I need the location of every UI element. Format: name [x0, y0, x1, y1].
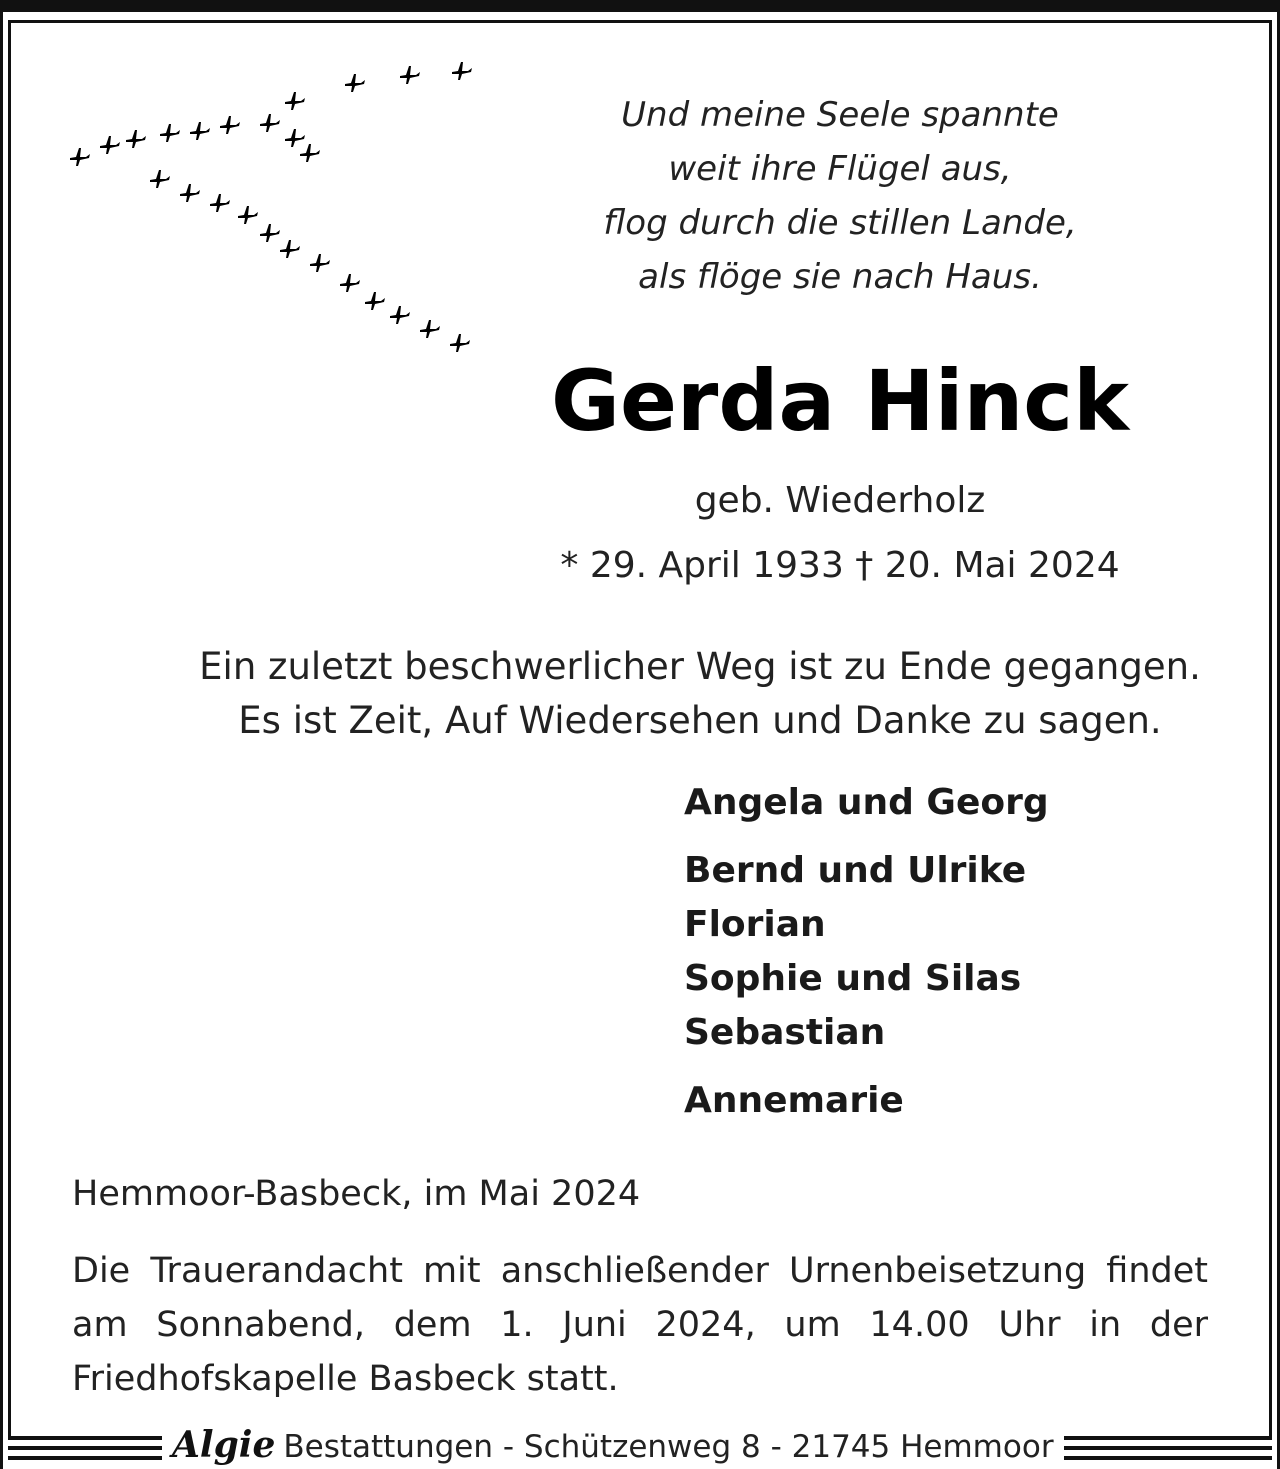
mourner-name: Florian [684, 904, 826, 945]
mourner-name: Annemarie [684, 1080, 904, 1121]
funeral-home-logo: Algie [172, 1424, 276, 1466]
service-details: Die Trauerandacht mit anschließender Urnenbeisetzung findet am Sonnabend, dem 1. Juni 2024, um 14.00 Uhr in der Friedhofskapelle Basbeck statt. [72, 1251, 1208, 1399]
message-line: Ein zuletzt beschwerlicher Weg ist zu Ende gegangen. [199, 645, 1201, 688]
poem-line: weit ihre Flügel aus, [668, 149, 1012, 189]
mourner-name: Angela und Georg [684, 782, 1049, 823]
farewell-message [150, 640, 1250, 748]
poem-line: als flöge sie nach Haus. [638, 257, 1042, 297]
mourner-name: Bernd und Ulrike [684, 850, 1027, 891]
funeral-home-address: Bestattungen - Schützenweg 8 - 21745 Hemmoor [283, 1429, 1054, 1465]
deceased-name: Gerda Hinck [551, 352, 1129, 450]
memorial-poem [560, 88, 1120, 304]
life-dates: * 29. April 1933 † 20. Mai 2024 [560, 545, 1120, 586]
mourner-name: Sebastian [684, 1012, 886, 1053]
funeral-home-footer [162, 1424, 1064, 1464]
maiden-name: geb. Wiederholz [694, 480, 986, 521]
place-and-date: Hemmoor-Basbeck, im Mai 2024 [72, 1174, 641, 1214]
flying-birds-illustration [60, 50, 500, 370]
mourners-list [684, 776, 1244, 1128]
message-line: Es ist Zeit, Auf Wiedersehen und Danke zu sagen. [238, 699, 1162, 742]
poem-line: Und meine Seele spannte [621, 95, 1059, 135]
poem-line: flog durch die stillen Lande, [603, 203, 1077, 243]
mourner-name: Sophie und Silas [684, 958, 1022, 999]
